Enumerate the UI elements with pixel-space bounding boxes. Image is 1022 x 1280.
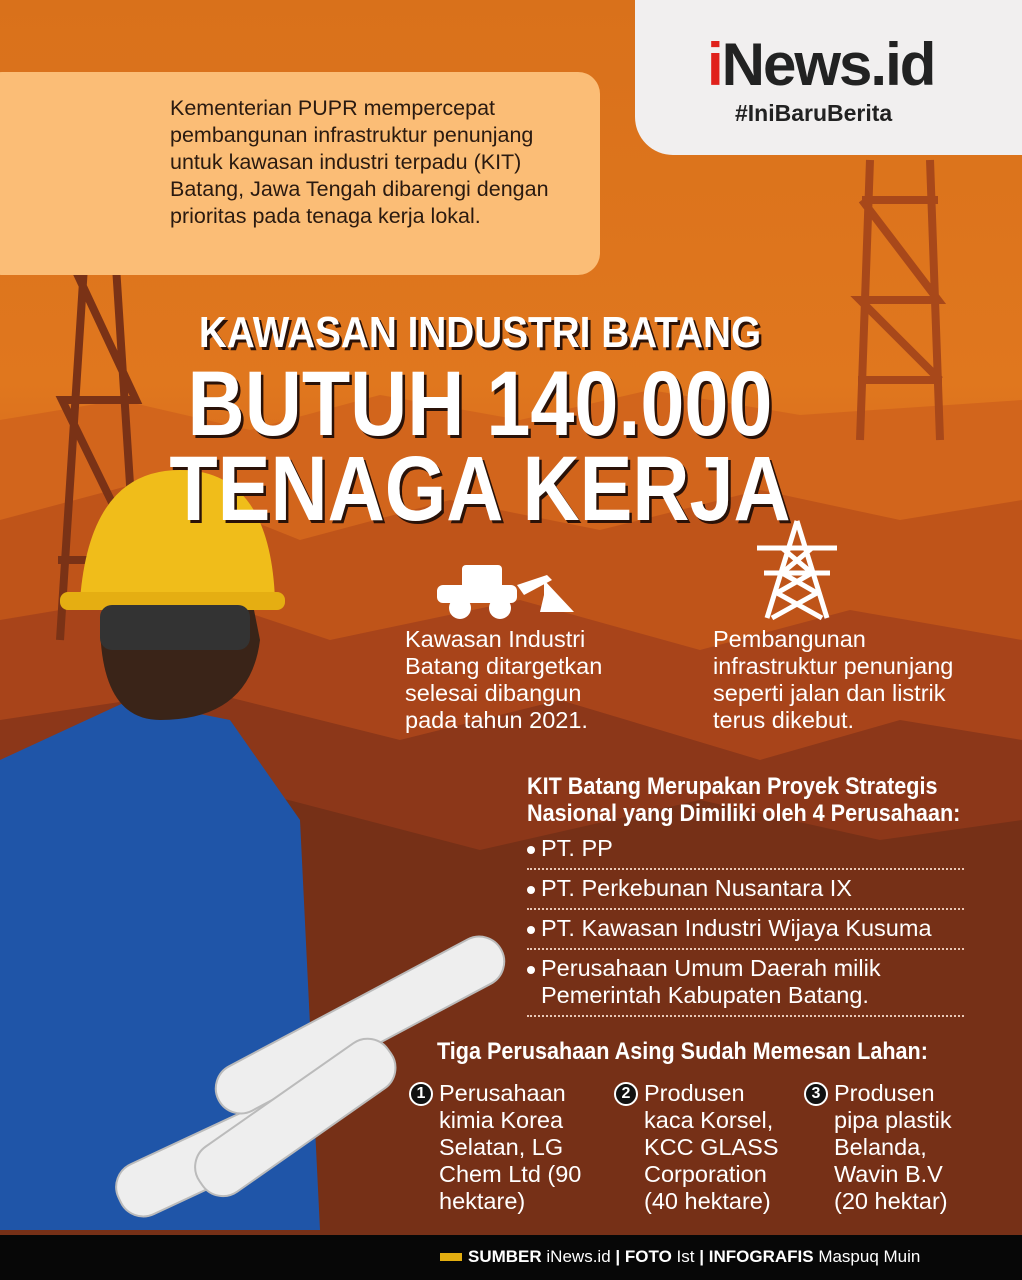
owner-item: PT. Perkebunan Nusantara IX	[527, 875, 964, 910]
brand-logo: iNews.id	[707, 31, 935, 98]
foreign-item-text: Perusahaan kimia Korea Selatan, LG Chem Ltd (90 hektare)	[439, 1080, 582, 1214]
number-badge: 3	[804, 1082, 828, 1106]
owner-item: PT. PP	[527, 835, 964, 870]
foreign-item-3	[811, 1080, 974, 1215]
owners-heading: KIT Batang Merupakan Proyek Strategis Nasional yang Dimiliki oleh 4 Perusahaan:	[527, 773, 961, 827]
headline-line1: KAWASAN INDUSTRI BATANG	[198, 308, 762, 357]
bulldozer-icon	[432, 560, 577, 620]
owner-item: PT. Kawasan Industri Wijaya Kusuma	[527, 915, 964, 950]
brand-tagline: #IniBaruBerita	[735, 100, 893, 126]
foreign-item-2	[621, 1080, 799, 1215]
headline-line2: BUTUH 140.000	[187, 353, 773, 455]
number-badge: 2	[614, 1082, 638, 1106]
footer-credits	[0, 1235, 1022, 1280]
intro-text: Kementerian PUPR mempercepat pembangunan infrastruktur penunjang untuk kawasan industri terpadu (KIT) Batang, Jawa Tengah dibarengi dengan prioritas pada tenaga kerja lokal.	[170, 96, 549, 228]
foreign-item-text: Produsen kaca Korsel, KCC GLASS Corporation (40 hektare)	[644, 1080, 779, 1214]
foreign-heading: Tiga Perusahaan Asing Sudah Memesan Lahan:	[437, 1038, 928, 1065]
owner-item: Perusahaan Umum Daerah milik Pemerintah Kabupaten Batang.	[527, 955, 964, 1017]
brand-header	[635, 0, 1022, 155]
credits-text: SUMBER iNews.id | FOTO Ist | INFOGRAFIS Maspuq Muin	[468, 1247, 921, 1266]
headline-line3: TENAGA KERJA	[169, 438, 791, 540]
owners-list	[527, 835, 964, 1022]
foreign-item-text: Produsen pipa plastik Belanda, Wavin B.V (20 hektar)	[834, 1080, 952, 1214]
number-badge: 1	[409, 1082, 433, 1106]
feature-text-1: Kawasan Industri Batang ditargetkan selesai dibangun pada tahun 2021.	[405, 626, 603, 733]
feature-text-2: Pembangunan infrastruktur penunjang seperti jalan dan listrik terus dikebut.	[713, 626, 954, 733]
foreign-item-1	[416, 1080, 604, 1215]
accent-bar	[440, 1253, 462, 1261]
power-tower-icon	[752, 518, 842, 622]
